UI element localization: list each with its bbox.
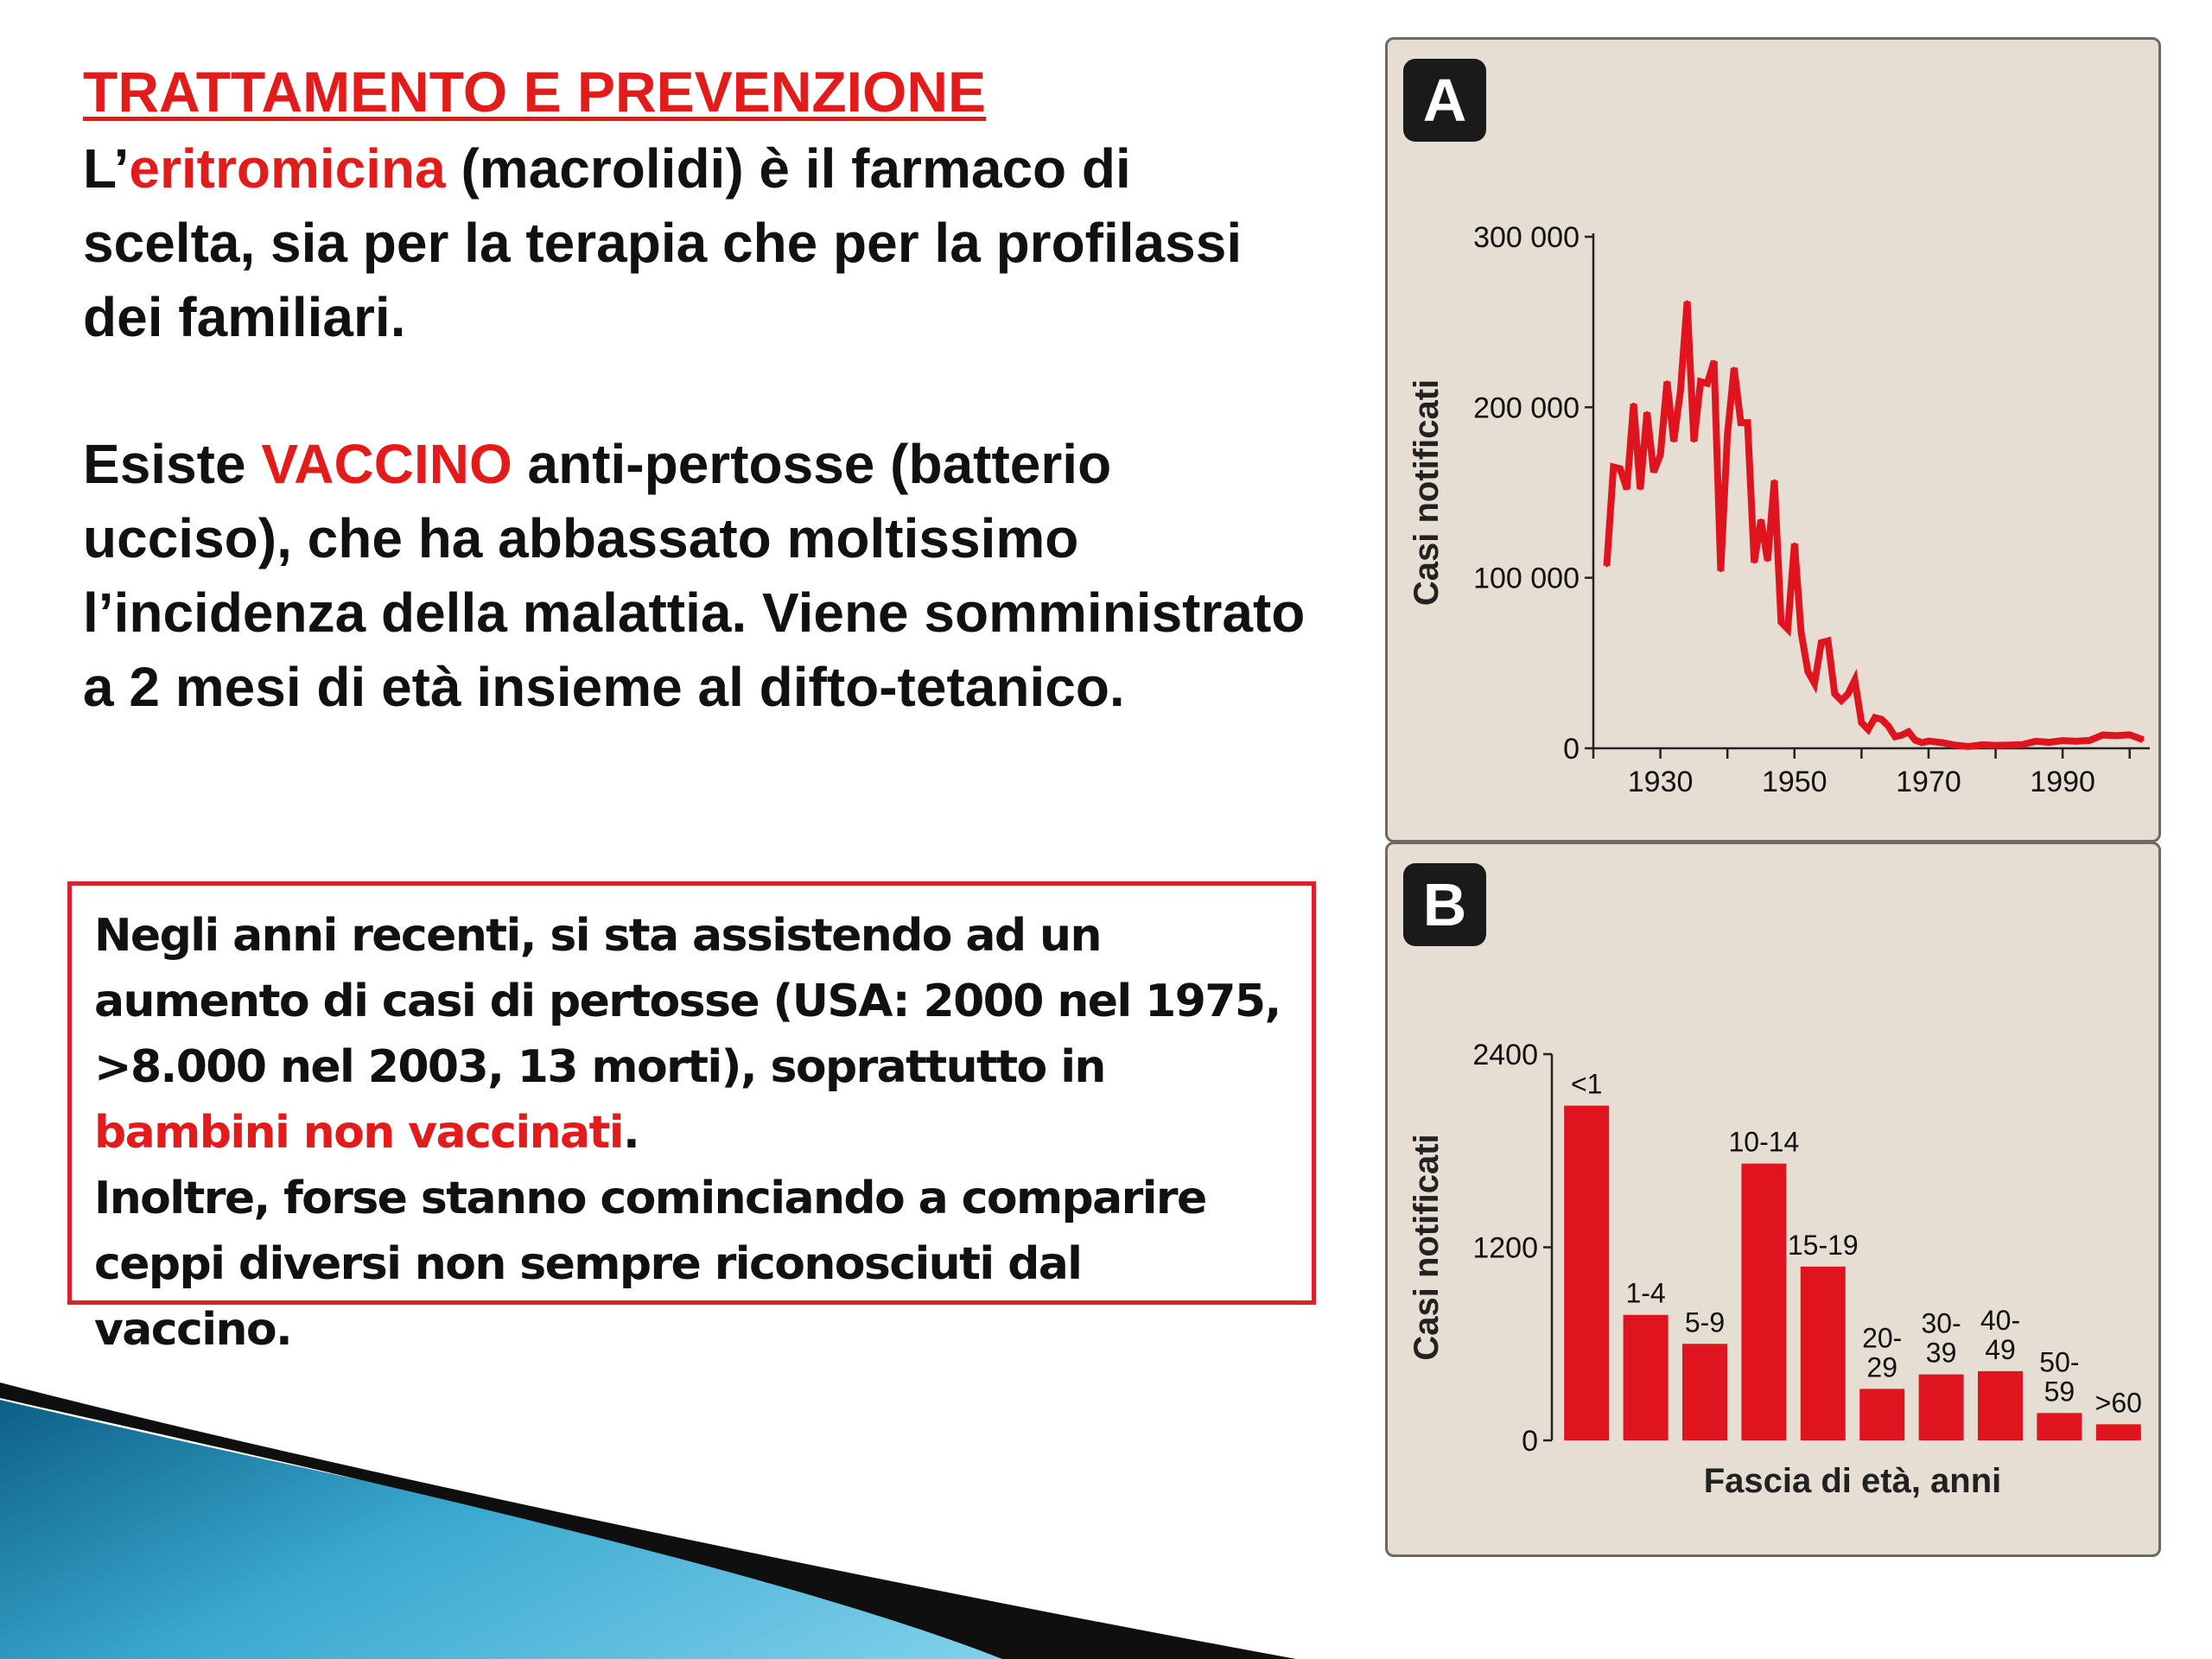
data-point: [1632, 403, 1635, 405]
slide-title: TRATTAMENTO E PREVENZIONE: [83, 60, 987, 124]
data-point: [1941, 741, 1943, 744]
y-tick-label: 100 000: [1473, 562, 1580, 595]
data-point: [2021, 743, 2024, 746]
vaccine-text-1: Esiste: [83, 433, 262, 495]
data-point: [1787, 627, 1789, 630]
y-axis-title: Casi notificati: [1408, 378, 1446, 607]
data-point: [1840, 699, 1843, 702]
data-point: [1820, 641, 1822, 644]
data-point: [1780, 620, 1783, 623]
series-line: [1607, 302, 2144, 747]
note-text-2: .: [623, 1107, 639, 1159]
x-tick-label: 1990: [2030, 766, 2095, 798]
data-point: [2075, 740, 2077, 742]
bar-label: 5-9: [1684, 1306, 1726, 1338]
data-point: [1646, 411, 1649, 414]
bar-label: 40-: [1980, 1304, 2021, 1336]
data-point: [1706, 382, 1708, 385]
data-point: [1693, 440, 1695, 442]
data-point: [1927, 740, 1929, 742]
data-point: [1867, 728, 1870, 731]
data-point: [1726, 433, 1729, 435]
data-point: [1612, 466, 1615, 468]
bar-label: 15-19: [1787, 1229, 1859, 1261]
y-tick-label: 2400: [1472, 1039, 1538, 1071]
panel-a-badge: A: [1403, 59, 1486, 142]
data-point: [1625, 488, 1628, 491]
data-point: [1713, 360, 1715, 363]
data-point: [2142, 739, 2145, 741]
data-point: [1814, 683, 1816, 685]
data-point: [1686, 300, 1688, 302]
bar-label: 10-14: [1728, 1126, 1800, 1158]
bar-10-14: [1741, 1164, 1786, 1440]
y-tick-label: 0: [1522, 1425, 1538, 1458]
data-point: [1652, 471, 1655, 474]
data-point: [1793, 543, 1796, 545]
data-point: [1659, 454, 1662, 456]
y-tick-label: 1200: [1472, 1231, 1538, 1265]
bar-label: 59: [2044, 1376, 2075, 1408]
data-point: [1605, 564, 1608, 567]
data-point: [1759, 518, 1762, 521]
bar-15-19: [1801, 1267, 1846, 1440]
bar-<1: [1564, 1106, 1609, 1440]
data-point: [1753, 561, 1756, 563]
x-tick-label: 1950: [1761, 766, 1827, 798]
note-highlight-unvaccinated: bambini non vaccinati: [94, 1107, 624, 1159]
x-axis-title: Fascia di età, anni: [1703, 1462, 2002, 1500]
bar-label: 29: [1866, 1351, 1897, 1383]
bar-30-39: [1919, 1375, 1964, 1440]
data-point: [1773, 480, 1776, 482]
bar-label: 20-: [1862, 1322, 1903, 1354]
data-point: [1847, 692, 1849, 695]
data-point: [1700, 380, 1702, 383]
chart-panel-a: [1385, 37, 2161, 842]
chart-b-svg: [1388, 844, 2158, 1554]
data-point: [1766, 559, 1769, 562]
data-point: [1994, 744, 1997, 747]
data-point: [1860, 721, 1863, 724]
y-tick-label: 0: [1563, 733, 1580, 766]
data-point: [1834, 692, 1836, 695]
bar-20-29: [1859, 1389, 1904, 1440]
x-tick-label: 1930: [1627, 766, 1694, 798]
x-tick-label: 1970: [1896, 766, 1961, 798]
treatment-highlight-erythromycin: eritromicina: [129, 137, 446, 200]
data-point: [1739, 422, 1742, 424]
note-text-1: Negli anni recenti, si sta assistendo ad un aumento di casi di pertosse (USA: 2000 nel 1975, >8.000 nel 2003, 13 morti), soprattutto in: [94, 910, 1281, 1093]
y-axis-title: Casi notificati: [1408, 1134, 1446, 1361]
data-point: [1981, 743, 1984, 746]
treatment-text-2: (macrolidi) è il farmaco di scelta, sia per la terapia che per la profilassi dei familiari.: [83, 137, 1243, 348]
vaccine-highlight: VACCINO: [261, 433, 512, 495]
decorative-swoosh: [0, 1348, 1382, 1659]
treatment-paragraph: [83, 131, 1310, 354]
vaccine-paragraph: [83, 427, 1310, 724]
chart-a-svg: [1388, 40, 2158, 840]
data-point: [1719, 569, 1722, 572]
bar-1-4: [1624, 1315, 1669, 1440]
y-tick-label: 300 000: [1473, 221, 1580, 254]
bar-50-59: [2037, 1413, 2082, 1440]
vaccine-text-2: anti-pertosse (batterio ucciso), che ha abbassato moltissimo l’incidenza della malattia. Viene somministrato a 2 mesi di età insieme al difto-tetanico.: [83, 433, 1306, 718]
data-point: [1732, 366, 1735, 369]
bar-label: >60: [2094, 1387, 2142, 1419]
data-point: [1954, 744, 1956, 747]
data-point: [2101, 734, 2104, 736]
panel-b-badge: B: [1403, 863, 1486, 946]
data-point: [1619, 467, 1622, 470]
data-point: [1746, 422, 1749, 424]
data-point: [1907, 730, 1910, 733]
note-box: [67, 881, 1316, 1356]
note-text-3: Inoltre, forse stanno cominciando a comparire ceppi diversi non sempre riconosciuti dal vaccino.: [94, 1173, 1206, 1356]
data-point: [1827, 639, 1829, 642]
data-point: [2088, 739, 2091, 741]
data-point: [1880, 718, 1883, 721]
bar->60: [2096, 1424, 2141, 1440]
data-point: [1921, 741, 1923, 744]
bar-label: 1-4: [1625, 1277, 1666, 1309]
data-point: [1873, 716, 1876, 719]
data-point: [2048, 741, 2050, 744]
bar-label: 50-: [2039, 1346, 2080, 1378]
chart-panel-b: [1385, 842, 2161, 1557]
data-point: [1666, 380, 1669, 383]
bar-label: <1: [1570, 1068, 1603, 1100]
data-point: [1967, 746, 1970, 748]
data-point: [1900, 734, 1903, 736]
bar-5-9: [1682, 1344, 1727, 1440]
y-tick-label: 200 000: [1473, 391, 1580, 425]
data-point: [1679, 389, 1681, 391]
data-point: [2035, 740, 2037, 742]
data-point: [2128, 734, 2131, 736]
bar-label: 49: [1985, 1333, 2016, 1365]
data-point: [1800, 631, 1802, 633]
bar-40-49: [1978, 1371, 2023, 1440]
data-point: [1894, 735, 1897, 738]
data-point: [1673, 440, 1675, 442]
data-point: [1639, 488, 1642, 491]
data-point: [1914, 739, 1916, 741]
treatment-text-1: L’: [83, 137, 130, 200]
data-point: [1807, 671, 1809, 673]
data-point: [1887, 725, 1890, 728]
bar-label: 39: [1925, 1337, 1957, 1369]
bar-label: 30-: [1921, 1307, 1961, 1339]
data-point: [2062, 740, 2064, 742]
data-point: [1853, 679, 1856, 682]
data-point: [2115, 734, 2118, 737]
data-point: [2008, 744, 2011, 747]
note-text: [94, 903, 1289, 1363]
